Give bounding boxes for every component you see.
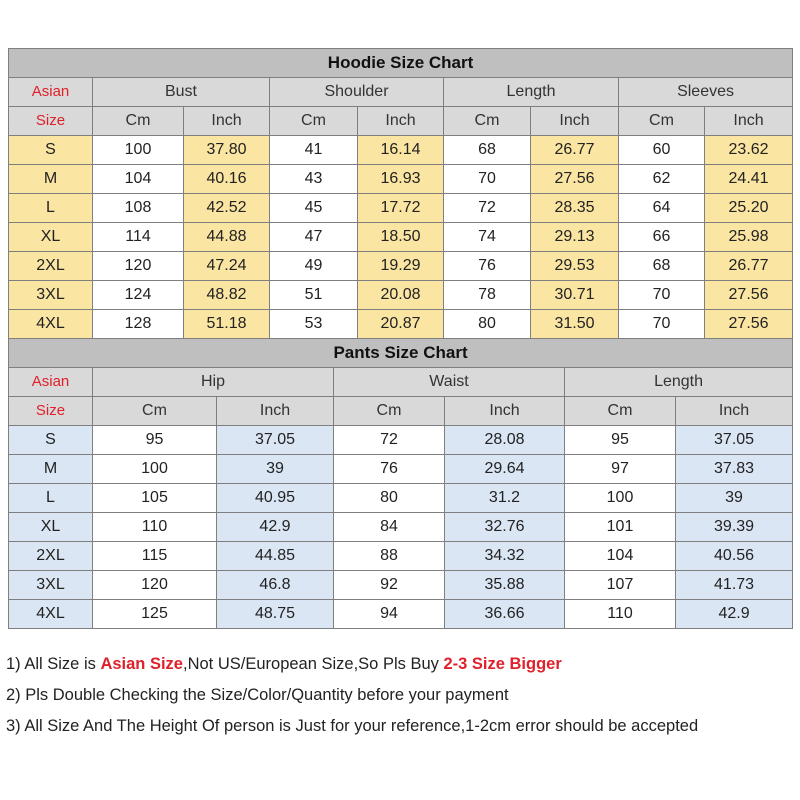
inch-value: 16.93 bbox=[358, 165, 444, 194]
size-label: Size bbox=[9, 107, 93, 136]
cm-value: 66 bbox=[619, 223, 705, 252]
cm-value: 68 bbox=[619, 252, 705, 281]
note-1-asian-size: Asian Size bbox=[100, 655, 183, 673]
size-label: Size bbox=[9, 397, 93, 426]
inch-value: 39 bbox=[676, 484, 793, 513]
asian-label: Asian bbox=[9, 78, 93, 107]
inch-value: 34.32 bbox=[445, 542, 565, 571]
cm-value: 124 bbox=[93, 281, 184, 310]
size-cell: S bbox=[9, 136, 93, 165]
cm-value: 60 bbox=[619, 136, 705, 165]
pants-size-table bbox=[8, 338, 793, 629]
note-1-prefix: 1) All Size is bbox=[6, 655, 101, 673]
inch-value: 24.41 bbox=[705, 165, 793, 194]
unit-inch: Inch bbox=[676, 397, 793, 426]
inch-value: 40.56 bbox=[676, 542, 793, 571]
unit-cm: Cm bbox=[619, 107, 705, 136]
inch-value: 29.13 bbox=[531, 223, 619, 252]
cm-value: 49 bbox=[270, 252, 358, 281]
size-cell: 4XL bbox=[9, 600, 93, 629]
size-cell: XL bbox=[9, 513, 93, 542]
cm-value: 74 bbox=[444, 223, 531, 252]
size-cell: M bbox=[9, 455, 93, 484]
cm-value: 100 bbox=[93, 136, 184, 165]
inch-value: 16.14 bbox=[358, 136, 444, 165]
table-row bbox=[9, 542, 793, 571]
cm-value: 108 bbox=[93, 194, 184, 223]
inch-value: 42.52 bbox=[184, 194, 270, 223]
cm-value: 53 bbox=[270, 310, 358, 339]
table-row bbox=[9, 281, 793, 310]
cm-value: 107 bbox=[565, 571, 676, 600]
size-cell: 2XL bbox=[9, 252, 93, 281]
size-chart bbox=[8, 48, 792, 629]
note-1-size-bigger: 2-3 Size Bigger bbox=[443, 655, 562, 673]
cm-value: 72 bbox=[444, 194, 531, 223]
note-2: 2) Pls Double Checking the Size/Color/Quantity before your payment bbox=[6, 686, 509, 704]
size-cell: 3XL bbox=[9, 571, 93, 600]
inch-value: 48.82 bbox=[184, 281, 270, 310]
cm-value: 80 bbox=[444, 310, 531, 339]
cm-value: 101 bbox=[565, 513, 676, 542]
inch-value: 37.80 bbox=[184, 136, 270, 165]
cm-value: 95 bbox=[565, 426, 676, 455]
cm-value: 43 bbox=[270, 165, 358, 194]
unit-cm: Cm bbox=[93, 107, 184, 136]
cm-value: 70 bbox=[444, 165, 531, 194]
unit-cm: Cm bbox=[93, 397, 217, 426]
table-row bbox=[9, 165, 793, 194]
cm-value: 84 bbox=[334, 513, 445, 542]
inch-value: 26.77 bbox=[705, 252, 793, 281]
inch-value: 48.75 bbox=[217, 600, 334, 629]
cm-value: 104 bbox=[93, 165, 184, 194]
inch-value: 20.87 bbox=[358, 310, 444, 339]
hoodie-rows bbox=[9, 136, 793, 339]
table-row bbox=[9, 426, 793, 455]
cm-value: 62 bbox=[619, 165, 705, 194]
table-row bbox=[9, 513, 793, 542]
size-cell: S bbox=[9, 426, 93, 455]
cm-value: 88 bbox=[334, 542, 445, 571]
table-row bbox=[9, 310, 793, 339]
inch-value: 36.66 bbox=[445, 600, 565, 629]
cm-value: 70 bbox=[619, 310, 705, 339]
table-row bbox=[9, 484, 793, 513]
table-row bbox=[9, 455, 793, 484]
unit-inch: Inch bbox=[358, 107, 444, 136]
cm-value: 97 bbox=[565, 455, 676, 484]
inch-value: 31.50 bbox=[531, 310, 619, 339]
size-cell: 4XL bbox=[9, 310, 93, 339]
inch-value: 30.71 bbox=[531, 281, 619, 310]
cm-value: 100 bbox=[93, 455, 217, 484]
group-header: Length bbox=[565, 368, 793, 397]
table-row bbox=[9, 252, 793, 281]
table-row bbox=[9, 194, 793, 223]
hoodie-title: Hoodie Size Chart bbox=[9, 49, 793, 78]
table-row bbox=[9, 136, 793, 165]
cm-value: 95 bbox=[93, 426, 217, 455]
size-cell: 2XL bbox=[9, 542, 93, 571]
cm-value: 45 bbox=[270, 194, 358, 223]
size-cell: L bbox=[9, 484, 93, 513]
cm-value: 105 bbox=[93, 484, 217, 513]
inch-value: 39 bbox=[217, 455, 334, 484]
pants-rows bbox=[9, 426, 793, 629]
inch-value: 26.77 bbox=[531, 136, 619, 165]
cm-value: 115 bbox=[93, 542, 217, 571]
cm-value: 68 bbox=[444, 136, 531, 165]
inch-value: 32.76 bbox=[445, 513, 565, 542]
inch-value: 25.98 bbox=[705, 223, 793, 252]
cm-value: 100 bbox=[565, 484, 676, 513]
unit-inch: Inch bbox=[531, 107, 619, 136]
cm-value: 70 bbox=[619, 281, 705, 310]
inch-value: 27.56 bbox=[705, 281, 793, 310]
note-1-middle: ,Not US/European Size,So Pls Buy bbox=[183, 655, 444, 673]
inch-value: 37.83 bbox=[676, 455, 793, 484]
inch-value: 29.53 bbox=[531, 252, 619, 281]
cm-value: 92 bbox=[334, 571, 445, 600]
cm-value: 120 bbox=[93, 571, 217, 600]
inch-value: 28.08 bbox=[445, 426, 565, 455]
unit-cm: Cm bbox=[444, 107, 531, 136]
inch-value: 31.2 bbox=[445, 484, 565, 513]
cm-value: 94 bbox=[334, 600, 445, 629]
inch-value: 18.50 bbox=[358, 223, 444, 252]
asian-label: Asian bbox=[9, 368, 93, 397]
unit-inch: Inch bbox=[217, 397, 334, 426]
cm-value: 64 bbox=[619, 194, 705, 223]
cm-value: 110 bbox=[93, 513, 217, 542]
unit-cm: Cm bbox=[565, 397, 676, 426]
notes bbox=[6, 650, 796, 743]
inch-value: 47.24 bbox=[184, 252, 270, 281]
inch-value: 37.05 bbox=[217, 426, 334, 455]
inch-value: 35.88 bbox=[445, 571, 565, 600]
inch-value: 42.9 bbox=[217, 513, 334, 542]
hoodie-size-table bbox=[8, 48, 793, 339]
pants-title: Pants Size Chart bbox=[9, 339, 793, 368]
inch-value: 39.39 bbox=[676, 513, 793, 542]
inch-value: 27.56 bbox=[705, 310, 793, 339]
group-header: Hip bbox=[93, 368, 334, 397]
cm-value: 125 bbox=[93, 600, 217, 629]
group-header: Shoulder bbox=[270, 78, 444, 107]
note-1 bbox=[6, 650, 796, 681]
cm-value: 41 bbox=[270, 136, 358, 165]
unit-inch: Inch bbox=[705, 107, 793, 136]
inch-value: 51.18 bbox=[184, 310, 270, 339]
inch-value: 37.05 bbox=[676, 426, 793, 455]
cm-value: 120 bbox=[93, 252, 184, 281]
cm-value: 80 bbox=[334, 484, 445, 513]
inch-value: 23.62 bbox=[705, 136, 793, 165]
cm-value: 47 bbox=[270, 223, 358, 252]
inch-value: 40.16 bbox=[184, 165, 270, 194]
group-header: Length bbox=[444, 78, 619, 107]
size-cell: L bbox=[9, 194, 93, 223]
unit-cm: Cm bbox=[270, 107, 358, 136]
table-row bbox=[9, 600, 793, 629]
cm-value: 110 bbox=[565, 600, 676, 629]
inch-value: 20.08 bbox=[358, 281, 444, 310]
table-row bbox=[9, 571, 793, 600]
cm-value: 76 bbox=[444, 252, 531, 281]
cm-value: 72 bbox=[334, 426, 445, 455]
inch-value: 41.73 bbox=[676, 571, 793, 600]
inch-value: 44.88 bbox=[184, 223, 270, 252]
inch-value: 29.64 bbox=[445, 455, 565, 484]
inch-value: 28.35 bbox=[531, 194, 619, 223]
cm-value: 76 bbox=[334, 455, 445, 484]
group-header: Bust bbox=[93, 78, 270, 107]
note-3: 3) All Size And The Height Of person is Just for your reference,1-2cm error should be accepted bbox=[6, 717, 699, 735]
inch-value: 19.29 bbox=[358, 252, 444, 281]
cm-value: 78 bbox=[444, 281, 531, 310]
cm-value: 114 bbox=[93, 223, 184, 252]
inch-value: 42.9 bbox=[676, 600, 793, 629]
size-cell: 3XL bbox=[9, 281, 93, 310]
cm-value: 104 bbox=[565, 542, 676, 571]
inch-value: 17.72 bbox=[358, 194, 444, 223]
table-row bbox=[9, 223, 793, 252]
unit-inch: Inch bbox=[445, 397, 565, 426]
inch-value: 40.95 bbox=[217, 484, 334, 513]
size-cell: XL bbox=[9, 223, 93, 252]
inch-value: 25.20 bbox=[705, 194, 793, 223]
cm-value: 128 bbox=[93, 310, 184, 339]
unit-inch: Inch bbox=[184, 107, 270, 136]
size-cell: M bbox=[9, 165, 93, 194]
inch-value: 27.56 bbox=[531, 165, 619, 194]
group-header: Sleeves bbox=[619, 78, 793, 107]
unit-cm: Cm bbox=[334, 397, 445, 426]
group-header: Waist bbox=[334, 368, 565, 397]
inch-value: 44.85 bbox=[217, 542, 334, 571]
inch-value: 46.8 bbox=[217, 571, 334, 600]
cm-value: 51 bbox=[270, 281, 358, 310]
